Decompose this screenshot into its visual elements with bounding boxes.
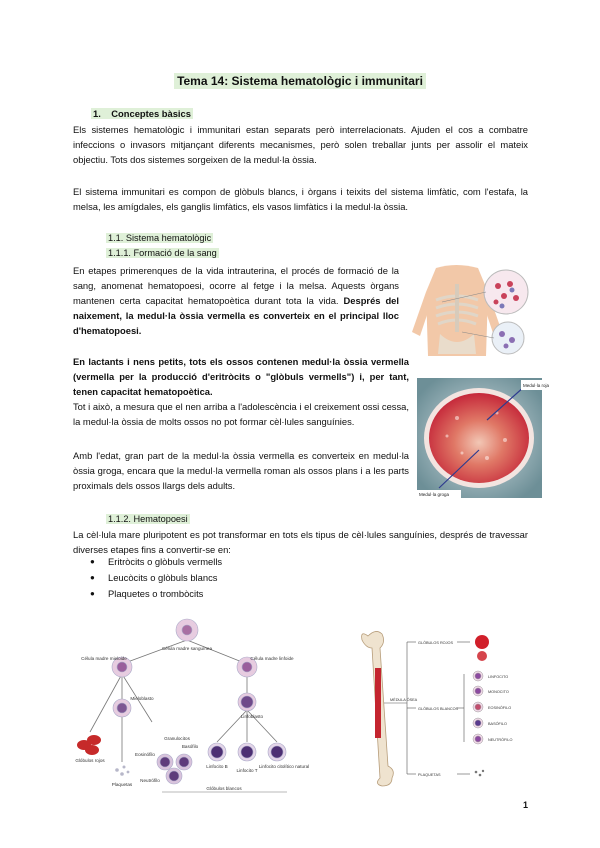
label-lymphocyte: LINFOCITO (488, 675, 509, 679)
subheading-1-1-2: 1.1.2. Hematopoesi (108, 514, 188, 524)
label-bone-marrow: MÉDULA ÓSEA (390, 698, 418, 702)
list-item: ● Eritròcits o glòbuls vermells (90, 554, 222, 570)
paragraph-intro: Els sistemes hematològic i immunitari estan separats però interrelacionats. Ajuden el cos a combatre infeccions o invasors mitjançant diferents mecanismes, però solen treballar junts per assolir el mateix objectiu. Tots dos sistemes sorgeixen de la medul·la òssia. (73, 124, 528, 165)
label-eosinophil-bone: EOSINÓFILO (488, 706, 512, 710)
paragraph-formation: En etapes primerenques de la vida intrauterina, el procés de formació de la sang, anomenat hematopoesi, ocorre al fetge i la melsa. Aquests òrgans mantenen certa capacitat hematopoètica durant tota la vida. Després del naixement, la medul·la òssia vermella es converteix en el principal lloc d'hematopoesi. (73, 265, 399, 336)
list-item: ● Plaquetes o trombòcits (90, 586, 222, 602)
label-red-cells: GLÓBULOS ROJOS (418, 641, 454, 645)
label-neutrophil: Neutrófilo (140, 778, 160, 783)
label-wbc: Glóbulos blancos (206, 786, 242, 791)
paragraph-immune: El sistema immunitari es compon de glòbuls blancs, i òrgans i teixits del sistema limfàtic, com l'estafa, la melsa, les amígdales, els ganglis limfàtics, els vasos limfàtics i la medul·la òssia. (73, 186, 528, 212)
paragraph-age: Amb l'edat, gran part de la medul·la òssia vermella es converteix en medul·la òssia groga, encara que la medul·la vermella roman als ossos plans i a les parts proximals dels ossos llargs dels adults. (73, 450, 409, 491)
page-number: 1 (522, 800, 528, 810)
label-lymph-t: Linfocito T (236, 768, 258, 773)
label-neutrophil-bone: NEUTRÓFILO (488, 738, 513, 742)
photo-label-yellow-marrow: Medul·la groga (419, 492, 450, 497)
photo-label-red-marrow: Medul·la roja (523, 383, 550, 388)
torso-bone-marrow-illustration (406, 262, 530, 356)
bone-cross-section-photo (417, 378, 550, 498)
label-basophil: Basófilo (181, 744, 199, 749)
paragraph-children: En lactants i nens petits, tots els ossos contenen medul·la òssia vermella (vermella per la producció d'eritròcits o "glòbuls vermells") i, per tant, tenen capacitat hematopoètica. Tot i això, a mesura que el nen arriba a l'adolescència i el creixement ossi cessa, la medul·la òssia de molts ossos no pot formar cèl·lules sanguínies. (73, 356, 409, 427)
list-item: ● Leucòcits o glòbuls blancs (90, 570, 222, 586)
label-platelets: Plaquetas (111, 782, 133, 787)
label-eosinophil: Eosinófilo (135, 752, 155, 757)
bone-blood-cells-diagram (352, 628, 524, 788)
label-granulocytes: Granulocitos (164, 736, 190, 741)
label-rbc: Glóbulos rojos (75, 758, 105, 763)
label-lymphoblast: Linfoblasto (240, 714, 264, 719)
label-myeloblast: Mieloblasto (130, 696, 154, 701)
page-title: Tema 14: Sistema hematològic i immunitari (0, 74, 600, 88)
section-heading-1: 1. Conceptes bàsics (93, 108, 191, 119)
paragraph-hematopoiesis: La cèl·lula mare pluripotent es pot transformar en tots els tipus de cèl·lules sanguínies, després de travessar diverses etapes fins a convertir-se en: (73, 529, 528, 555)
label-white-cells: GLÓBULOS BLANCOS (418, 707, 459, 711)
label-lymph-b: Linfocito B (206, 764, 228, 769)
subheading-1-1-1: 1.1.1. Formació de la sang (108, 248, 217, 258)
hematopoiesis-diagram (62, 612, 312, 802)
label-stem-cell: Célula madre sanguínea (161, 646, 213, 651)
cell-type-list (90, 554, 222, 602)
label-myeloid: Célula madre mieloide (81, 656, 127, 661)
subheading-1-1: 1.1. Sistema hematològic (108, 233, 212, 243)
label-lymphoid: Célula madre linfoide (250, 656, 294, 661)
label-basophil-bone: BASÓFILO (488, 722, 507, 726)
label-platelets-bone: PLAQUETAS (418, 773, 441, 777)
label-monocyte: MONOCITO (488, 690, 509, 694)
label-nk: Linfocito citolítico natural (258, 764, 310, 769)
